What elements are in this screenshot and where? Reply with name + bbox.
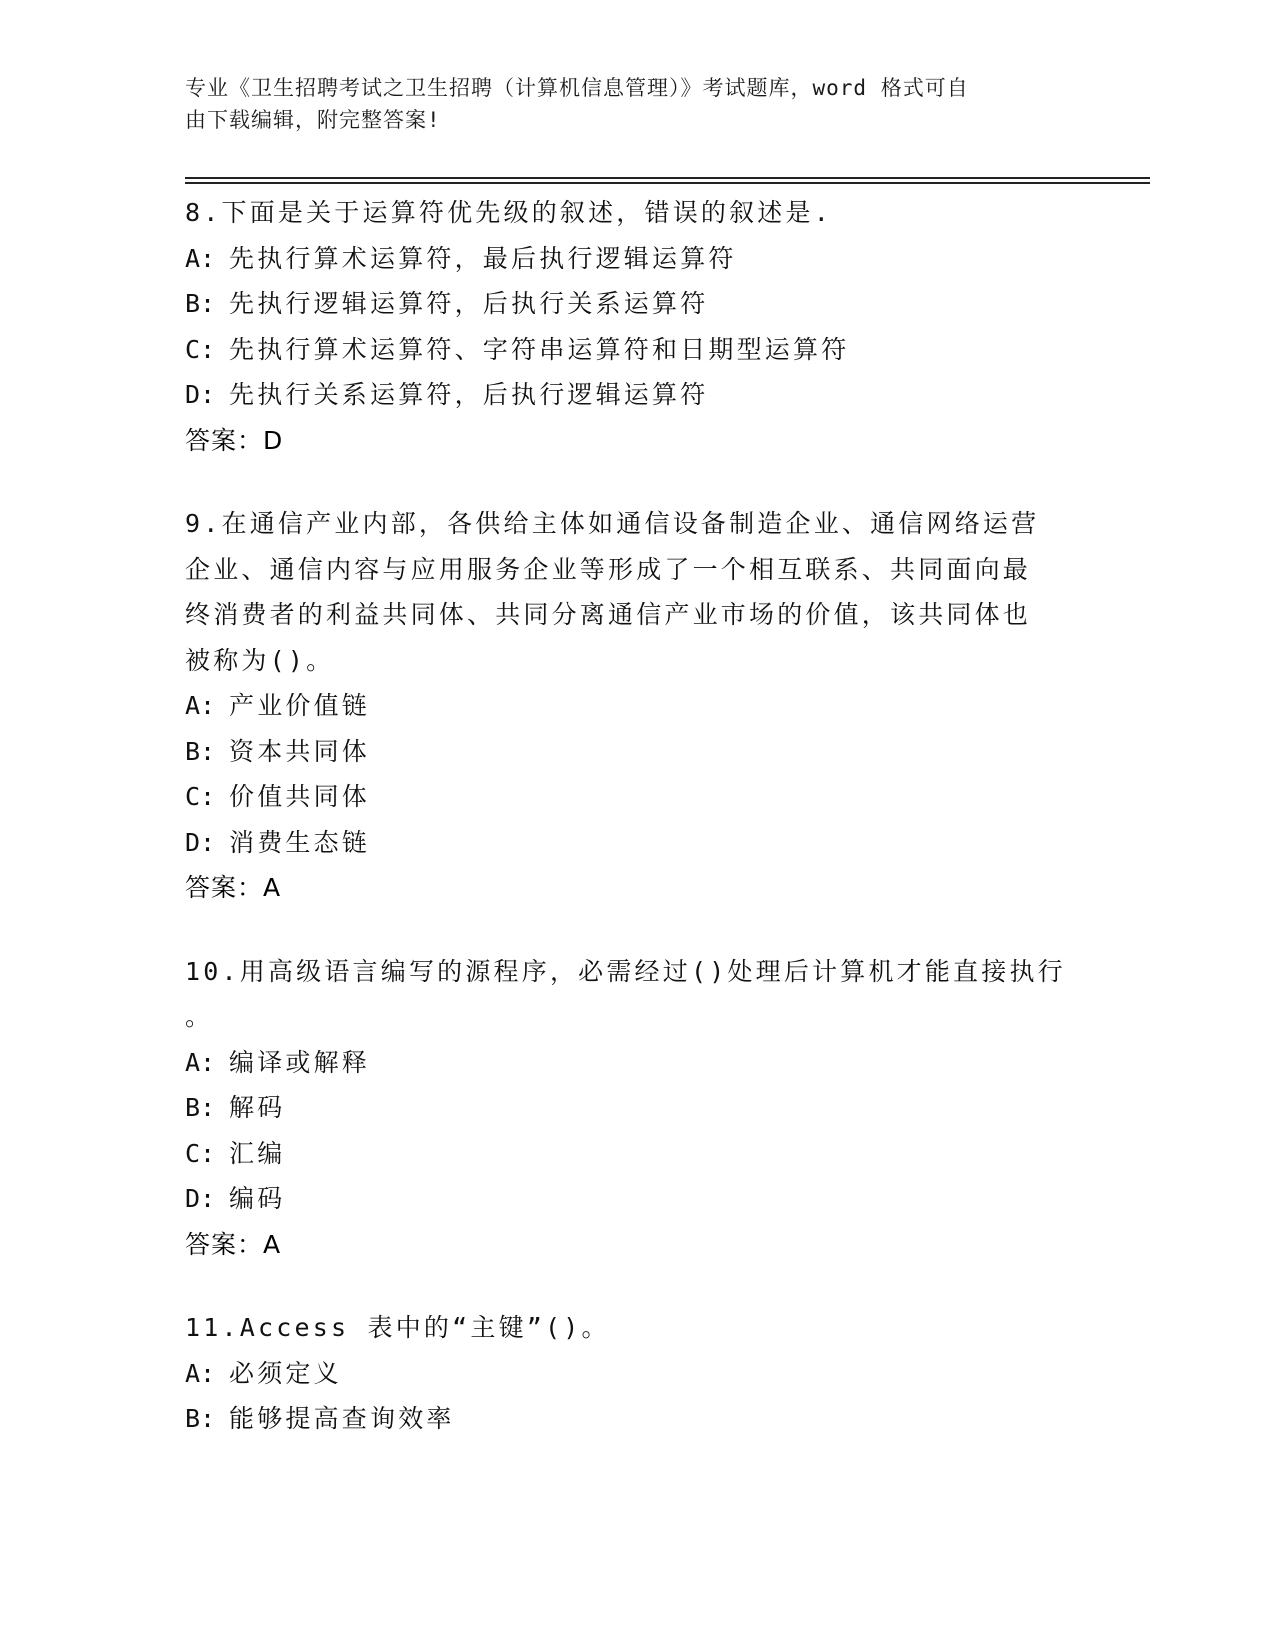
option-letter: B: xyxy=(185,1093,216,1122)
option-text: 先执行算术运算符，最后执行逻辑运算符 xyxy=(229,243,737,273)
option-text: 价值共同体 xyxy=(229,782,371,811)
question-stem xyxy=(185,1305,1085,1351)
option-b xyxy=(185,1085,1085,1131)
stem-line: 11.Access 表中的“主键”()。 xyxy=(185,1313,610,1342)
option-text: 解码 xyxy=(229,1093,286,1122)
option-a xyxy=(185,1351,1085,1397)
option-letter: A: xyxy=(185,1047,216,1077)
question-stem xyxy=(185,949,1085,1040)
option-letter: C: xyxy=(185,782,216,811)
question-stem xyxy=(185,190,1085,236)
question-10 xyxy=(185,949,1085,1268)
option-d xyxy=(185,1176,1085,1222)
header-line-2: 由下载编辑，附完整答案! xyxy=(185,108,441,132)
answer-line: 答案：A xyxy=(185,1229,282,1259)
option-text: 先执行算术运算符、字符串运算符和日期型运算符 xyxy=(229,334,850,364)
stem-line: 9.在通信产业内部，各供给主体如通信设备制造企业、通信网络运营 xyxy=(185,509,1040,538)
option-letter: A: xyxy=(185,691,216,720)
option-text: 先执行逻辑运算符，后执行关系运算符 xyxy=(229,289,709,318)
question-stem xyxy=(185,501,1085,683)
option-c xyxy=(185,1131,1085,1177)
question-11 xyxy=(185,1305,1085,1442)
question-8 xyxy=(185,190,1085,463)
option-text: 消费生态链 xyxy=(229,827,371,857)
option-text: 编译或解释 xyxy=(229,1047,371,1077)
option-d xyxy=(185,372,1085,418)
option-b xyxy=(185,729,1085,775)
option-a xyxy=(185,1040,1085,1086)
answer-line: 答案：A xyxy=(185,873,282,902)
option-a xyxy=(185,236,1085,282)
option-b xyxy=(185,1396,1085,1442)
option-text: 汇编 xyxy=(229,1138,286,1168)
option-d xyxy=(185,820,1085,866)
option-letter: C: xyxy=(185,1138,216,1168)
option-text: 能够提高查询效率 xyxy=(229,1404,455,1433)
option-c xyxy=(185,327,1085,373)
header-rule-bottom xyxy=(185,182,1150,184)
option-letter: B: xyxy=(185,736,216,766)
header-rule-top xyxy=(185,177,1150,179)
answer-line: 答案：D xyxy=(185,425,284,455)
option-b xyxy=(185,281,1085,327)
stem-line: 企业、通信内容与应用服务企业等形成了一个相互联系、共同面向最 xyxy=(185,554,1032,584)
question-9 xyxy=(185,501,1085,911)
option-text: 先执行关系运算符，后执行逻辑运算符 xyxy=(229,380,709,409)
header-line-1: 专业《卫生招聘考试之卫生招聘（计算机信息管理）》考试题库，word 格式可自 xyxy=(185,76,969,100)
option-letter: A: xyxy=(185,243,216,273)
option-letter: C: xyxy=(185,334,216,364)
option-text: 资本共同体 xyxy=(229,736,371,766)
question-list xyxy=(185,190,1085,1480)
option-c xyxy=(185,774,1085,820)
stem-line: 10.用高级语言编写的源程序，必需经过()处理后计算机才能直接执行 xyxy=(185,956,1066,986)
option-letter: D: xyxy=(185,1184,216,1213)
option-text: 编码 xyxy=(229,1184,286,1213)
option-letter: A: xyxy=(185,1358,216,1388)
option-text: 必须定义 xyxy=(229,1358,342,1388)
option-a xyxy=(185,683,1085,729)
stem-line: 被称为()。 xyxy=(185,645,335,675)
option-letter: D: xyxy=(185,827,216,857)
option-letter: D: xyxy=(185,380,216,409)
stem-line: 终消费者的利益共同体、共同分离通信产业市场的价值，该共同体也 xyxy=(185,600,1032,629)
stem-line: 。 xyxy=(185,1002,214,1031)
option-letter: B: xyxy=(185,289,216,318)
option-letter: B: xyxy=(185,1404,216,1433)
document-header xyxy=(185,72,1065,136)
option-text: 产业价值链 xyxy=(229,691,371,720)
stem-line: 8.下面是关于运算符优先级的叙述，错误的叙述是. xyxy=(185,198,832,227)
